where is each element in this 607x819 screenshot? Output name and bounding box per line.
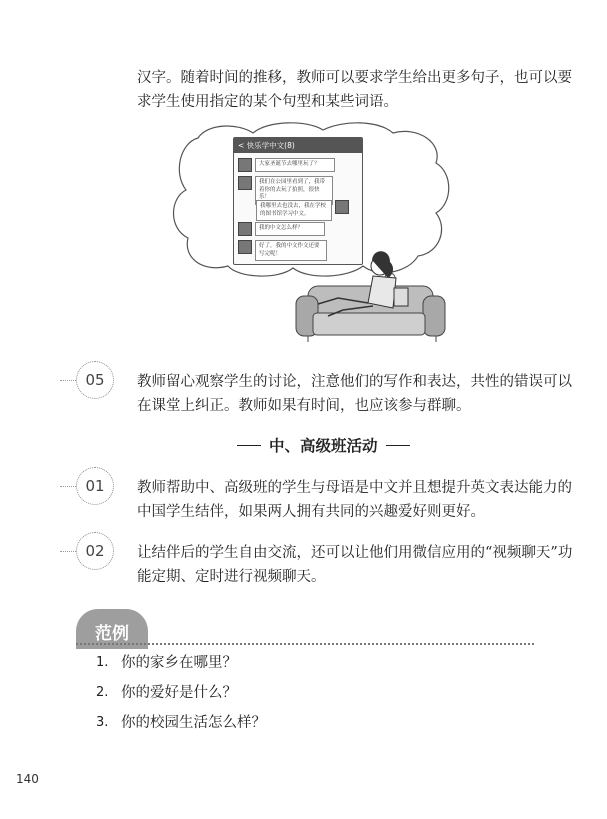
- list-item: 1. 你的家乡在哪里？: [96, 655, 237, 671]
- item-01-text: 教师帮助中、高级班的学生与母语是中文并且想提升英文表达能力的中国学生结伴，如果两人拥有共同的兴趣爱好则更好。: [137, 480, 572, 520]
- page-number: 140: [16, 772, 39, 786]
- heading-dash: [237, 445, 261, 446]
- chat-phone-screen: [233, 137, 363, 265]
- example-tab: 范例: [76, 609, 148, 649]
- chat-message: 我的中文怎么样？: [238, 222, 325, 236]
- dotted-divider: [76, 643, 534, 645]
- avatar: [238, 240, 252, 254]
- heading-dash: [386, 445, 410, 446]
- item-number-badge: 02: [76, 532, 114, 570]
- item-number-badge: 01: [76, 467, 114, 505]
- chat-group-title: < 快乐学中文(8): [234, 138, 362, 153]
- avatar: [238, 222, 252, 236]
- list-item: 3. 你的校园生活怎么样？: [96, 715, 266, 731]
- avatar: [335, 200, 349, 214]
- item-05-text: 教师留心观察学生的讨论，注意他们的写作和表达，共性的错误可以在课堂上纠正。教师如果有时间，也应该参与群聊。: [137, 374, 572, 414]
- item-number-badge: 05: [76, 361, 114, 399]
- chat-message: 我们在公园里看到了，我带着你的去玩了拍照，很快乐！: [238, 176, 333, 205]
- item-02-text: 让结伴后的学生自由交流，还可以让他们用微信应用的“视频聊天”功能定期、定时进行视频聊天。: [137, 545, 573, 585]
- chat-message: 大家圣诞节去哪里玩了？: [238, 158, 335, 172]
- section-heading: 中、高级班活动: [237, 433, 410, 457]
- list-item: 2. 你的爱好是什么？: [96, 685, 237, 701]
- avatar: [238, 176, 252, 190]
- chat-message: 我哪里去也没去，我在学校的图书馆学习中文。: [256, 200, 349, 221]
- avatar: [238, 158, 252, 172]
- intro-paragraph: 汉字。随着时间的推移，教师可以要求学生给出更多句子，也可以要求学生使用指定的某个句型和某些词语。: [137, 70, 572, 110]
- chat-message: 好了，我的中文作文还要写完呢！: [238, 240, 327, 261]
